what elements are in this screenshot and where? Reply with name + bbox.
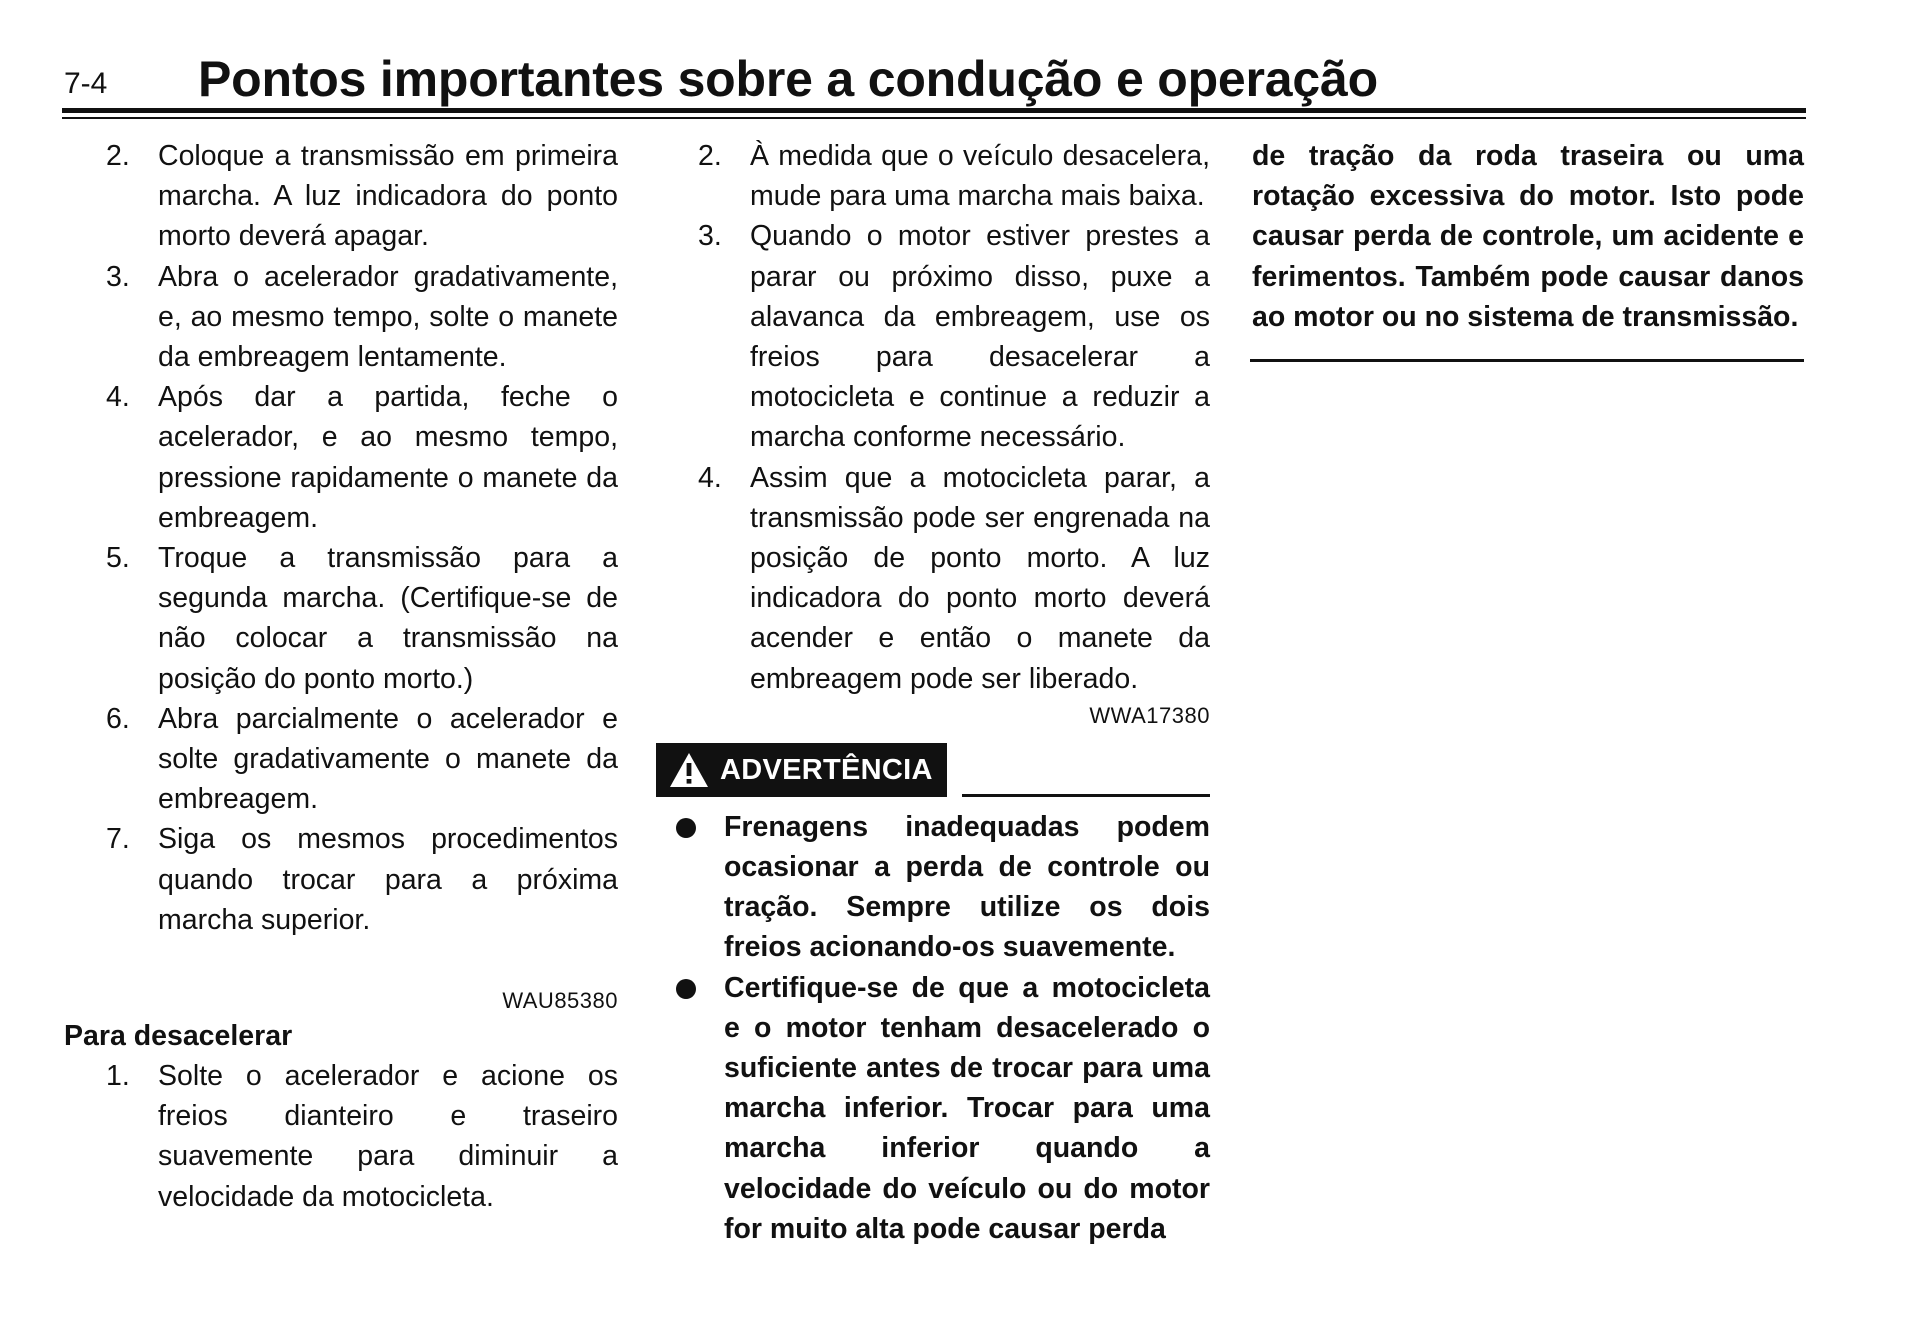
step-number: 1. — [106, 1060, 130, 1093]
step-list — [656, 136, 1210, 699]
step-number: 3. — [698, 220, 722, 253]
step-number: 4. — [698, 461, 722, 494]
list-item — [656, 968, 1210, 1249]
step-number: 4. — [106, 381, 130, 414]
column-middle — [656, 136, 1210, 1249]
step-number: 2. — [106, 140, 130, 172]
step-text: Troque a transmissão para a segunda marcha. (Certifique-se de não colocar a transmissão na posição do ponto morto.) — [158, 542, 618, 695]
step-list — [64, 1056, 618, 1217]
step-text: À medida que o veículo desacelera, mude para uma marcha mais baixa. — [750, 140, 1210, 213]
step-number: 5. — [106, 542, 130, 575]
list-item — [656, 458, 1210, 699]
list-item — [64, 257, 618, 378]
step-list — [64, 136, 618, 940]
section-heading: Para desacelerar — [64, 1020, 293, 1053]
page-title: Pontos importantes sobre a condução e operação — [198, 51, 1378, 107]
step-text: Abra o acelerador gradativamente, e, ao mesmo tempo, solte o manete da embreagem lentamente. — [158, 260, 618, 374]
step-text: Siga os mesmos procedimentos quando trocar para a próxima marcha superior. — [158, 823, 618, 936]
list-item — [656, 216, 1210, 457]
list-item — [656, 136, 1210, 216]
warning-continuation: de tração da roda traseira ou uma rotação excessiva do motor. Isto pode causar perda de controle, um acidente e ferimentos. Também pode causar danos ao motor ou no sistema de transmissão. — [1252, 140, 1804, 333]
bullet-icon — [676, 979, 696, 999]
list-item — [64, 819, 618, 940]
warning-underline — [962, 794, 1210, 797]
step-text: Após dar a partida, feche o acelerador, e ao mesmo tempo, pressione rapidamente o manete da embreagem. — [158, 381, 618, 534]
header-rule-thick — [62, 108, 1806, 113]
step-text: Coloque a transmissão em primeira marcha. A luz indicadora do ponto morto deverá apagar. — [158, 140, 618, 253]
warning-text: Certifique-se de que a motocicleta e o motor tenham desacelerado o suficiente antes de trocar para uma marcha inferior. Trocar para uma marcha inferior quando a velocidade do veículo ou do motor for muito alta pode causar perda — [724, 971, 1210, 1245]
list-item — [64, 1056, 618, 1217]
warning-list — [656, 807, 1210, 1249]
header-rule-thin — [62, 117, 1806, 119]
list-item — [656, 807, 1210, 968]
step-text: Solte o acelerador e acione os freios dianteiro e traseiro suavemente para diminuir a velocidade da motocicleta. — [158, 1060, 618, 1213]
column-left — [64, 136, 618, 1217]
step-number: 2. — [698, 140, 722, 172]
reference-code: WAU85380 — [502, 988, 618, 1014]
list-item — [64, 699, 618, 820]
warning-label: ADVERTÊNCIA — [720, 753, 933, 786]
warning-end-rule — [1250, 359, 1804, 362]
page-number: 7-4 — [64, 67, 108, 100]
bullet-icon — [676, 818, 696, 838]
step-number: 6. — [106, 702, 130, 735]
step-number: 3. — [106, 260, 130, 293]
reference-code: WWA17380 — [1089, 702, 1210, 728]
warning-triangle-icon — [668, 751, 710, 789]
list-item — [64, 377, 618, 538]
list-item — [64, 136, 618, 257]
warning-badge — [656, 743, 947, 797]
step-text: Abra parcialmente o acelerador e solte gradativamente o manete da embreagem. — [158, 702, 618, 816]
list-item — [64, 538, 618, 699]
column-right — [1252, 136, 1804, 362]
warning-text: Frenagens inadequadas podem ocasionar a perda de controle ou tração. Sempre utilize os dois freios acionando-os suavemente. — [724, 810, 1210, 964]
warning-header — [656, 743, 1210, 799]
step-text: Assim que a motocicleta parar, a transmissão pode ser engrenada na posição de ponto morto. A luz indicadora do ponto morto deverá acender e então o manete da embreagem pode ser liberado. — [750, 461, 1210, 695]
step-number: 7. — [106, 823, 130, 856]
step-text: Quando o motor estiver prestes a parar ou próximo disso, puxe a alavanca da embreagem, use os freios para desacelerar a motocicleta e continue a reduzir a marcha conforme necessário. — [750, 220, 1210, 454]
